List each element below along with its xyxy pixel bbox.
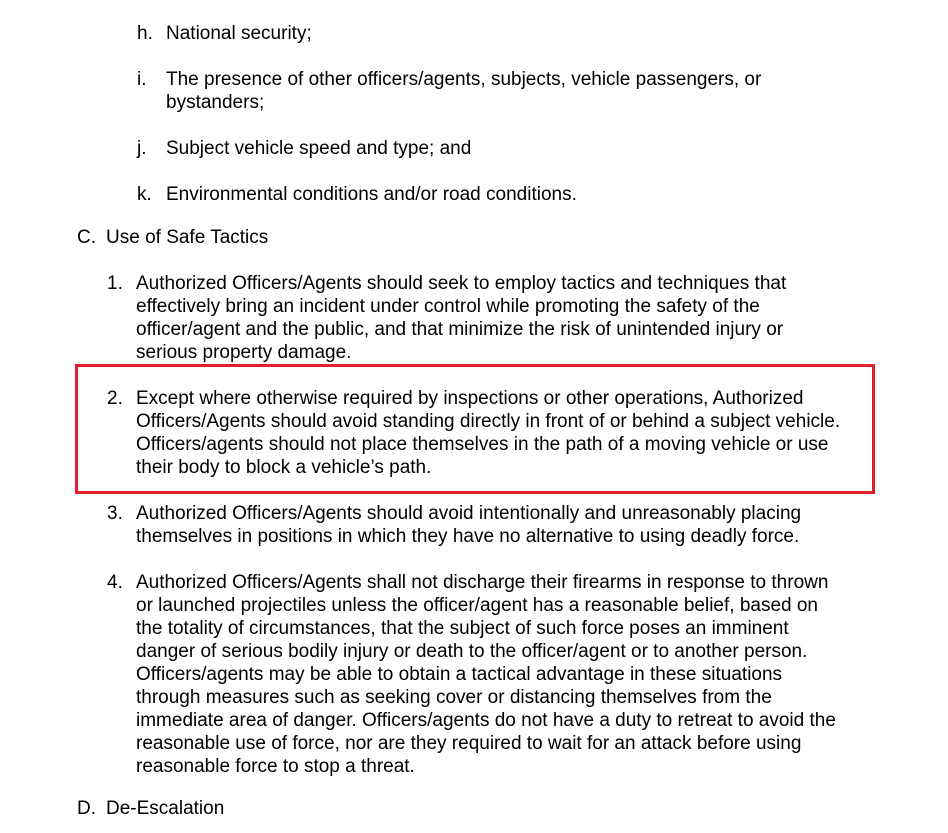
list-item-j <box>137 137 866 160</box>
list-marker: j. <box>137 138 147 159</box>
list-item-text: Subject vehicle speed and type; and <box>166 138 472 159</box>
list-item-text: Authorized Officers/Agents should avoid intentionally and unreasonably placing themselves in positions in which they have no alternative to using deadly force. <box>136 503 802 547</box>
list-marker: 2. <box>107 388 123 409</box>
list-item-1 <box>107 272 836 364</box>
list-marker: i. <box>137 69 147 90</box>
section-heading-d <box>77 797 224 820</box>
section-marker: C. <box>77 227 96 248</box>
list-marker: 3. <box>107 503 123 524</box>
list-marker: 4. <box>107 572 123 593</box>
list-item-h <box>137 22 866 45</box>
highlight-box <box>75 364 875 494</box>
list-item-3 <box>107 502 856 548</box>
list-item-text: Authorized Officers/Agents should seek to employ tactics and techniques that effectively bring an incident under control while promoting the safety of the officer/agent and the public, and that minimize the risk of unintended injury or serious property damage. <box>136 273 787 363</box>
list-marker: h. <box>137 23 153 44</box>
list-item-k <box>137 183 866 206</box>
list-item-text: Environmental conditions and/or road conditions. <box>166 184 577 205</box>
section-title: De-Escalation <box>106 798 225 819</box>
list-item-text: Authorized Officers/Agents shall not discharge their firearms in response to thrown or launched projectiles unless the officer/agent has a reasonable belief, based on the totality of circumstances, that the subject of such force poses an imminent danger of serious bodily injury or death to the officer/agent or to another person. Officers/agents may be able to obtain a tactical advantage in these situations through measures such as seeking cover or distancing themselves from the immediate area of danger. Officers/agents do not have a duty to retreat to avoid the reasonable use of force, nor are they required to wait for an attack before using reasonable force to stop a threat. <box>136 572 836 777</box>
list-item-text: Except where otherwise required by inspections or other operations, Authorized Officers/Agents should avoid standing directly in front of or behind a subject vehicle. Officers/agents should not place themselves in the path of a moving vehicle or use their body to block a vehicle’s path. <box>136 388 841 478</box>
list-item-text: National security; <box>166 23 312 44</box>
section-title: Use of Safe Tactics <box>106 227 269 248</box>
section-marker: D. <box>77 798 96 819</box>
list-marker: 1. <box>107 273 123 294</box>
section-heading-c <box>77 226 268 249</box>
list-item-4 <box>107 571 848 778</box>
list-marker: k. <box>137 184 152 205</box>
list-item-i <box>137 68 816 114</box>
list-item-text: The presence of other officers/agents, subjects, vehicle passengers, or bystanders; <box>166 69 762 113</box>
